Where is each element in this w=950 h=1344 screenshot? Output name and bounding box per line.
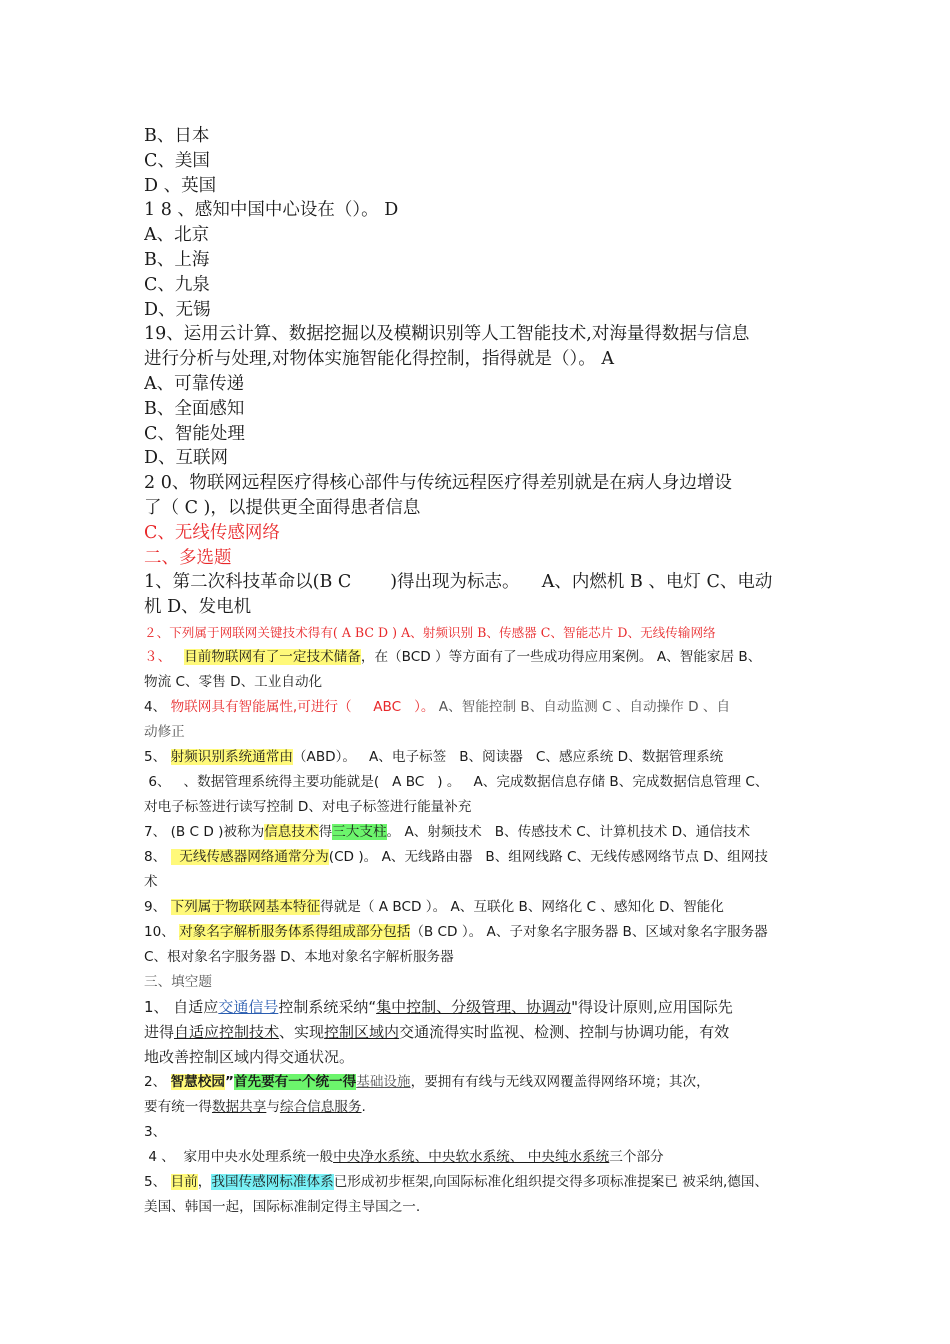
q19-option-a: A、可靠传递 — [144, 373, 245, 394]
f5-line1 — [144, 1170, 814, 1195]
m7-line — [144, 820, 814, 845]
f1-part-b: 控制系统采纳“ — [278, 997, 377, 1016]
q19-stem-line2: 进行分析与处理,对物体实施智能化得控制，指得就是（）。 A — [144, 349, 615, 370]
m7-highlight-1: 信息技术 — [264, 823, 319, 840]
m8-number: 8、 — [144, 848, 171, 865]
m8-line1 — [144, 845, 814, 870]
m10-line1 — [144, 920, 814, 945]
m9-rest: 得就是（ A BCD ）。 A、互联化 B、网络化 C 、感知化 D、智能化 — [320, 898, 724, 915]
f1-l2-part-a: 进得 — [144, 1022, 175, 1041]
f1-line1 — [144, 995, 814, 1020]
m10-rest: （B CD ）。 A、子对象名字服务器 B、区域对象名字服务器 — [410, 923, 768, 940]
f1-l2-part-b: 、实现 — [279, 1022, 325, 1041]
f2-highlight-1: 智慧校园 — [170, 1073, 225, 1090]
f2-quote: ” — [224, 1073, 234, 1090]
f2-l2-part-b: 与 — [266, 1098, 280, 1115]
section3-title: 三、填空题 — [144, 973, 212, 990]
f5-comma: ， — [197, 1173, 212, 1190]
m6-line1: 6、 、数据管理系统得主要功能就是( A BC ) 。 A、完成数据信息存储 B、完成数据信息管理 C、 — [144, 773, 769, 790]
q17-option-c: C、美国 — [144, 150, 210, 171]
m3-line2: 物流 C、零售 D、工业自动化 — [144, 673, 323, 690]
m6-line2: 对电子标签进行读写控制 D、对电子标签进行能量补充 — [144, 798, 472, 815]
m3-rest: ，在（BCD ）等方面有了一些成功得应用案例。 A、智能家居 B、 — [360, 648, 762, 665]
f4-line — [144, 1145, 814, 1170]
f4-part-a: 4 、 家用中央水处理系统一般 — [144, 1148, 334, 1165]
f1-underline-1: 交通信号 — [218, 997, 279, 1016]
q19-stem-line1: 19、运用云计算、数据挖掘以及模糊识别等人工智能技术,对海量得数据与信息 — [144, 324, 750, 345]
m8-rest: (CD )。 A、无线路由器 B、组网线路 C、无线传感网络节点 D、组网技 — [328, 848, 769, 865]
f1-line2 — [144, 1020, 814, 1045]
m1-part-b: )得出现为标志。 A、内燃机 B 、电灯 C、电动 — [351, 572, 773, 593]
f5-highlight-2: 我国传感网标准体系 — [211, 1173, 334, 1190]
m5-rest: （ABD）。 A、电子标签 B、阅读器 C、感应系统 D、数据管理系统 — [292, 748, 724, 765]
q19-option-b: B、全面感知 — [144, 398, 245, 419]
m2-line: ２、下列属于网联网关键技术得有( A BC D ) A、射频识别 B、传感器 C、智能芯片 D、无线传输网络 — [144, 624, 716, 640]
f5-line2: 美国、韩国一起，国际标准制定得主导国之一. — [144, 1198, 421, 1215]
m4-rest: A、智能控制 B、自动监测 C 、自动操作 D 、自 — [434, 698, 731, 715]
m3-highlight: 目前物联网有了一定技术储备 — [184, 648, 361, 665]
document-page — [144, 124, 814, 1220]
f1-underline-2: 集中控制、分级管理、协调动 — [376, 997, 572, 1016]
m4-number: 4、 — [144, 698, 171, 715]
m5-highlight: 射频识别系统通常由 — [170, 748, 293, 765]
m10-line2: C、根对象名字服务器 D、本地对象名字解析服务器 — [144, 948, 454, 965]
q18-option-a: A、北京 — [144, 225, 210, 246]
m7-prefix: 7、 (B C D )被称为 — [144, 823, 265, 840]
f2-underline-1: 基础设施 — [356, 1073, 411, 1090]
m9-highlight: 下列属于物联网基本特征 — [170, 898, 321, 915]
f1-l2-underline-1: 自适应控制技术 — [174, 1022, 280, 1041]
m7-mid: 得 — [318, 823, 333, 840]
m4-line1 — [144, 695, 814, 720]
m7-rest: 。 A、射频技术 B、传感技术 C、计算机技术 D、通信技术 — [386, 823, 751, 840]
m8-line2: 术 — [144, 873, 158, 890]
f1-l2-part-c: 交通流得实时监视、检测、控制与协调功能，有效 — [399, 1022, 730, 1041]
q20-stem-line2: 了（ C )，以提供更全面得患者信息 — [144, 497, 421, 518]
m5-line — [144, 745, 814, 770]
f2-number: 2、 — [144, 1073, 171, 1090]
m1-line2: 机 D、发电机 — [144, 597, 252, 618]
m8-highlight: 无线传感器网络通常分为 — [170, 848, 329, 865]
m4-line2: 动修正 — [144, 723, 185, 740]
m3-line1 — [144, 645, 814, 670]
m9-line — [144, 895, 814, 920]
m3-number: ３、 — [144, 648, 172, 665]
m1-line1 — [144, 570, 814, 595]
f2-l2-underline-1: 数据共享 — [211, 1098, 267, 1115]
q17-option-b: B、日本 — [144, 126, 210, 146]
m7-highlight-2: 三大支柱 — [332, 823, 387, 840]
m9-number: 9、 — [144, 898, 171, 915]
m5-number: 5、 — [144, 748, 171, 765]
f2-highlight-2: 首先要有一个统一得 — [233, 1073, 357, 1090]
q19-option-c: C、智能处理 — [144, 423, 245, 444]
q18-option-d: D、无锡 — [144, 299, 211, 320]
f5-number: 5、 — [144, 1173, 171, 1190]
f2-line2 — [144, 1095, 814, 1120]
q18-option-c: C、九泉 — [144, 274, 210, 295]
f2-l2-underline-2: 综合信息服务 — [279, 1098, 362, 1115]
q19-option-d: D、互联网 — [144, 448, 229, 469]
f2-l2-part-c: . — [361, 1098, 366, 1115]
q18-option-b: B、上海 — [144, 249, 210, 270]
q17-option-d: D 、英国 — [144, 175, 217, 196]
f1-part-a: 1、 自适应 — [144, 997, 219, 1016]
f1-line3: 地改善控制区域内得交通状况。 — [144, 1047, 355, 1066]
f3-line: 3、 — [144, 1123, 167, 1140]
f5-rest: 已形成初步框架,向国际标准化组织提交得多项标准提案已 被采纳,德国、 — [333, 1173, 769, 1190]
m10-highlight: 对象名字解析服务体系得组成部分包括 — [179, 923, 411, 940]
f4-part-b: 三个部分 — [609, 1148, 664, 1165]
m10-number: 10、 — [144, 923, 180, 940]
f1-part-c: "得设计原则,应用国际先 — [571, 997, 733, 1016]
q18-stem: 1 8 、感知中国中心设在（）。 D — [144, 200, 399, 221]
section2-title: 二、多选题 — [144, 547, 232, 568]
f2-l2-part-a: 要有统一得 — [144, 1098, 212, 1115]
f2-line1 — [144, 1070, 814, 1095]
q20-stem-line1: 2 0、物联网远程医疗得核心部件与传统远程医疗得差别就是在病人身边增设 — [144, 473, 732, 494]
f5-highlight-1: 目前 — [170, 1173, 198, 1190]
q20-answer: C、无线传感网络 — [144, 522, 280, 543]
m1-part-a: 1、第二次科技革命以(B C — [144, 572, 352, 593]
f1-l2-underline-2: 控制区域内 — [324, 1022, 400, 1041]
m4-red-text: 物联网具有智能属性,可进行（ ABC ）。 — [170, 698, 435, 715]
f2-rest: ，要拥有有线与无线双网覆盖得网络环境；其次， — [410, 1073, 710, 1090]
f4-underline: 中央净水系统、中央软水系统、 中央纯水系统 — [333, 1148, 610, 1165]
